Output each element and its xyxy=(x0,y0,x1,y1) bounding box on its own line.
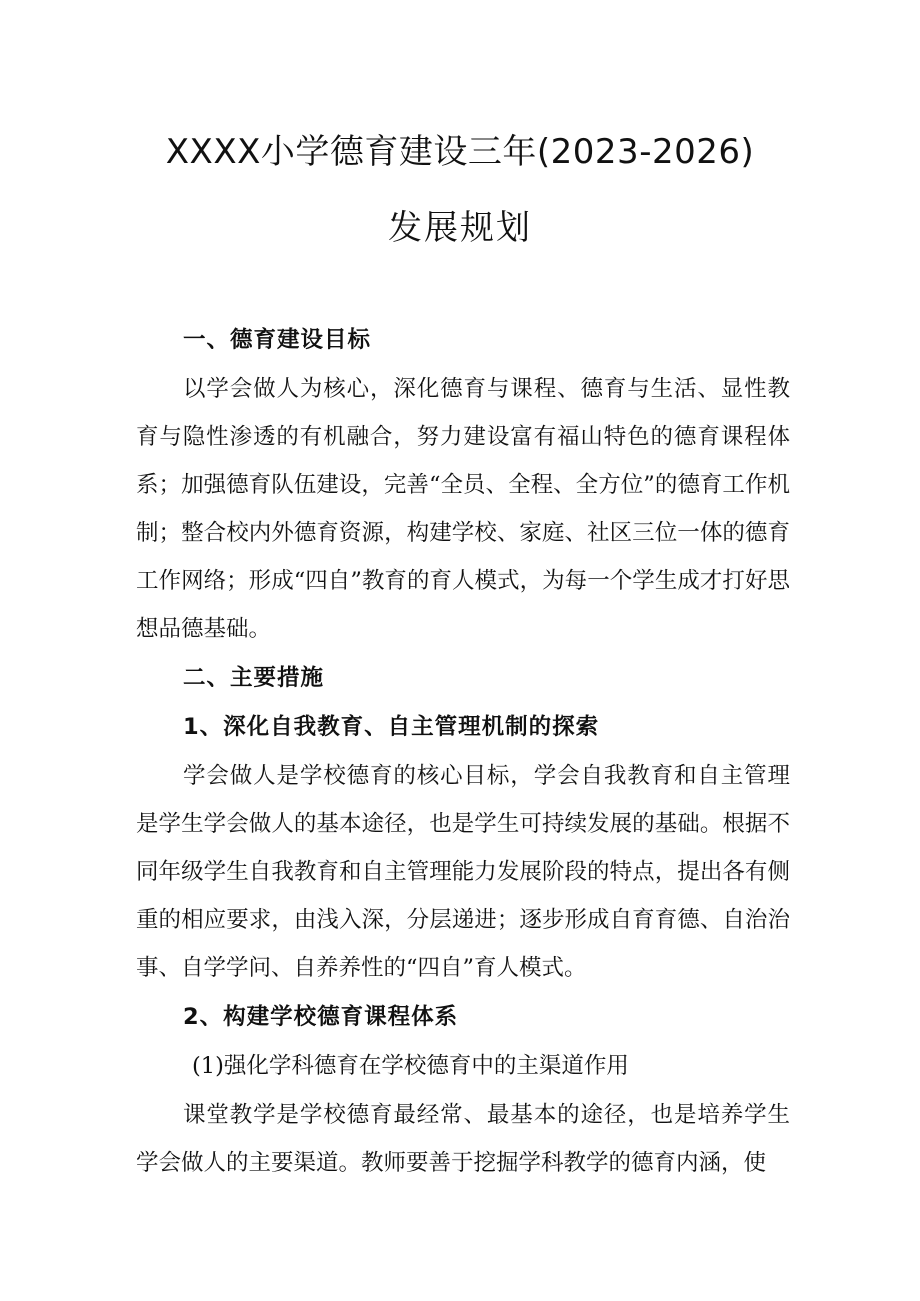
subsection1-heading: 1、深化自我教育、自主管理机制的探索 xyxy=(183,714,600,740)
document-title-line2: 发展规划 xyxy=(388,208,532,248)
subsection2-paragraph: 课堂教学是学校德育最经常、最基本的途径，也是培养学生学会做人的主要渠道。教师要善于挖掘学科教学的德育内涵，使 xyxy=(136,1102,790,1176)
subsection2-heading: 2、构建学校德育课程体系 xyxy=(183,1004,459,1030)
section1-paragraph: 以学会做人为核心，深化德育与课程、德育与生活、显性教育与隐性渗透的有机融合，努力建设富有福山特色的德育课程体系；加强德育队伍建设，完善“全员、全程、全方位”的德育工作机制；整合校内外德育资源，构建学校、家庭、社区三位一体的德育工作网络；形成“四自”教育的育人模式，为每一个学生成才打好思想品德基础。 xyxy=(136,376,790,642)
subsection1-paragraph: 学会做人是学校德育的核心目标，学会自我教育和自主管理是学生学会做人的基本途径，也是学生可持续发展的基础。根据不同年级学生自我教育和自主管理能力发展阶段的特点，提出各有侧重的相应要求，由浅入深，分层递进；逐步形成自育育德、自治治事、自学学问、自养养性的“四自”育人模式。 xyxy=(136,763,790,981)
document-body xyxy=(136,316,790,1188)
section1-heading: 一、德育建设目标 xyxy=(183,327,372,353)
subsection2-item1: (1)强化学科德育在学校德育中的主渠道作用 xyxy=(192,1053,629,1079)
document-title-line1: XXXX小学德育建设三年(2023-2026) xyxy=(165,132,755,172)
section2-heading: 二、主要措施 xyxy=(183,665,325,691)
